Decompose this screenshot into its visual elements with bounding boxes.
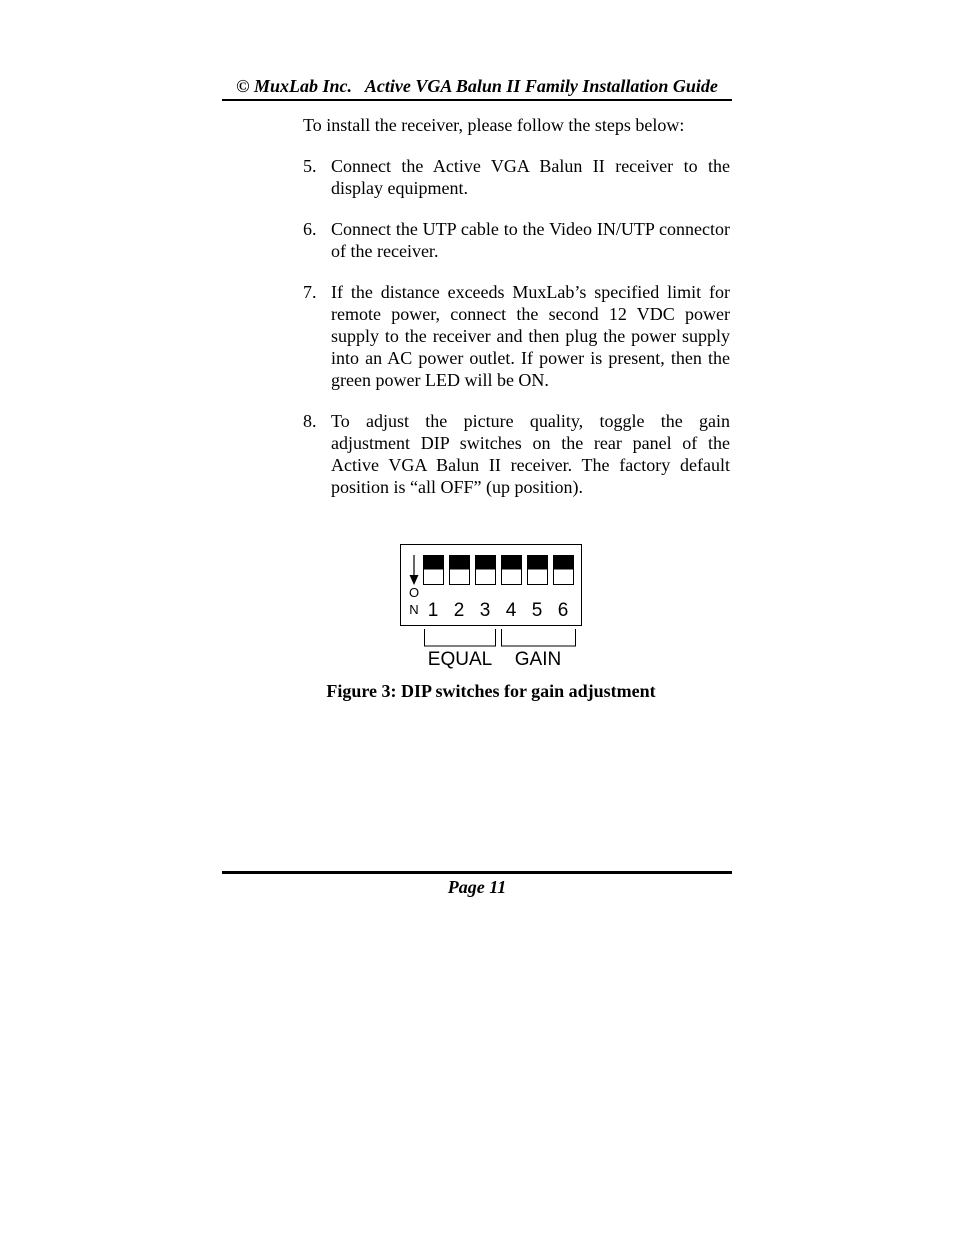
step-number: 7.	[303, 282, 317, 302]
switch-number-5: 5	[531, 600, 543, 621]
list-item	[303, 155, 730, 199]
footer-divider	[222, 871, 732, 874]
gain-group-bracket	[502, 629, 576, 646]
switch-number-4: 4	[505, 600, 517, 621]
switch-number-6: 6	[557, 600, 569, 621]
page-number: Page 11	[447, 877, 507, 897]
switch-1	[424, 556, 444, 585]
step-text: To adjust the picture quality, toggle the gain adjustment DIP switches on the rear panel of the Active VGA Balun II receiver. The factory default position is “all OFF” (up position).	[331, 411, 730, 497]
step-text: Connect the UTP cable to the Video IN/UTP connector of the receiver.	[331, 219, 730, 261]
list-item	[303, 410, 730, 498]
switch-number-3: 3	[479, 600, 491, 621]
step-text: If the distance exceeds MuxLab’s specified limit for remote power, connect the second 12 VDC power supply to the receiver and then plug the power supply into an AC power outlet. If power is present, then the green power LED will be ON.	[331, 282, 730, 390]
switch-4	[502, 556, 522, 585]
step-number: 5.	[303, 156, 317, 176]
switch-number-2: 2	[453, 600, 465, 621]
install-steps-list	[303, 155, 730, 498]
gain-label: GAIN	[514, 649, 562, 670]
intro-text: To install the receiver, please follow the steps below:	[303, 115, 685, 135]
figure-caption: Figure 3: DIP switches for gain adjustment	[326, 681, 656, 701]
main-content	[303, 114, 730, 517]
switch-6	[554, 556, 574, 585]
page-header: © MuxLab Inc. Active VGA Balun II Family Installation Guide	[222, 75, 732, 101]
switch-5	[528, 556, 548, 585]
on-label-o: O	[408, 585, 420, 600]
switch-3	[476, 556, 496, 585]
step-number: 8.	[303, 411, 317, 431]
step-text: Connect the Active VGA Balun II receiver to the display equipment.	[331, 156, 730, 198]
switch-number-1: 1	[427, 600, 439, 621]
dip-switch-figure	[400, 544, 582, 672]
equal-label: EQUAL	[427, 649, 493, 670]
switch-2	[450, 556, 470, 585]
on-label-n: N	[409, 602, 419, 617]
equal-group-bracket	[425, 629, 496, 646]
list-item	[303, 281, 730, 391]
list-item	[303, 218, 730, 262]
step-number: 6.	[303, 219, 317, 239]
dip-switch-diagram	[400, 544, 582, 672]
